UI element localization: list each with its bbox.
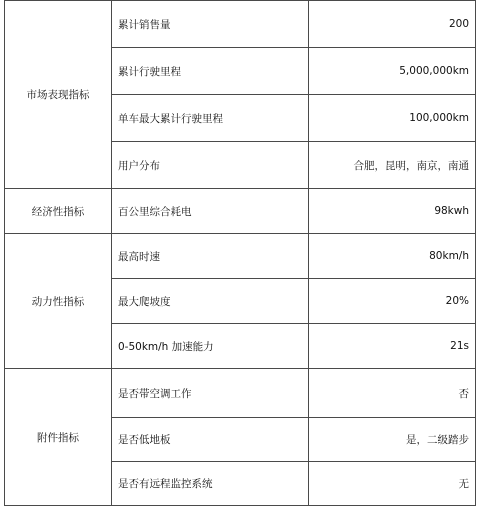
value-cell: 无 (309, 462, 476, 506)
item-cell: 最大爬坡度 (112, 279, 309, 324)
item-cell: 0-50km/h 加速能力 (112, 324, 309, 369)
item-cell: 最高时速 (112, 234, 309, 279)
value-cell: 100,000km (309, 95, 476, 142)
value-cell: 否 (309, 369, 476, 418)
item-cell: 是否低地板 (112, 418, 309, 462)
value-cell: 20% (309, 279, 476, 324)
category-cell-market: 市场表现指标 (5, 1, 112, 189)
value-cell: 5,000,000km (309, 48, 476, 95)
item-cell: 百公里综合耗电 (112, 189, 309, 234)
item-cell: 单车最大累计行驶里程 (112, 95, 309, 142)
category-cell-accessory: 附件指标 (5, 369, 112, 506)
value-cell: 合肥，昆明，南京，南通 (309, 142, 476, 189)
table-row (5, 189, 476, 234)
item-cell: 是否有远程监控系统 (112, 462, 309, 506)
table-row (5, 369, 476, 418)
table-row (5, 234, 476, 279)
item-cell: 累计销售量 (112, 1, 309, 48)
item-cell: 是否带空调工作 (112, 369, 309, 418)
category-cell-economy: 经济性指标 (5, 189, 112, 234)
item-cell: 用户分布 (112, 142, 309, 189)
value-cell: 98kwh (309, 189, 476, 234)
item-cell: 累计行驶里程 (112, 48, 309, 95)
table-row (5, 1, 476, 48)
value-cell: 80km/h (309, 234, 476, 279)
category-cell-power: 动力性指标 (5, 234, 112, 369)
spec-table (4, 0, 476, 506)
value-cell: 200 (309, 1, 476, 48)
value-cell: 21s (309, 324, 476, 369)
value-cell: 是，二级踏步 (309, 418, 476, 462)
